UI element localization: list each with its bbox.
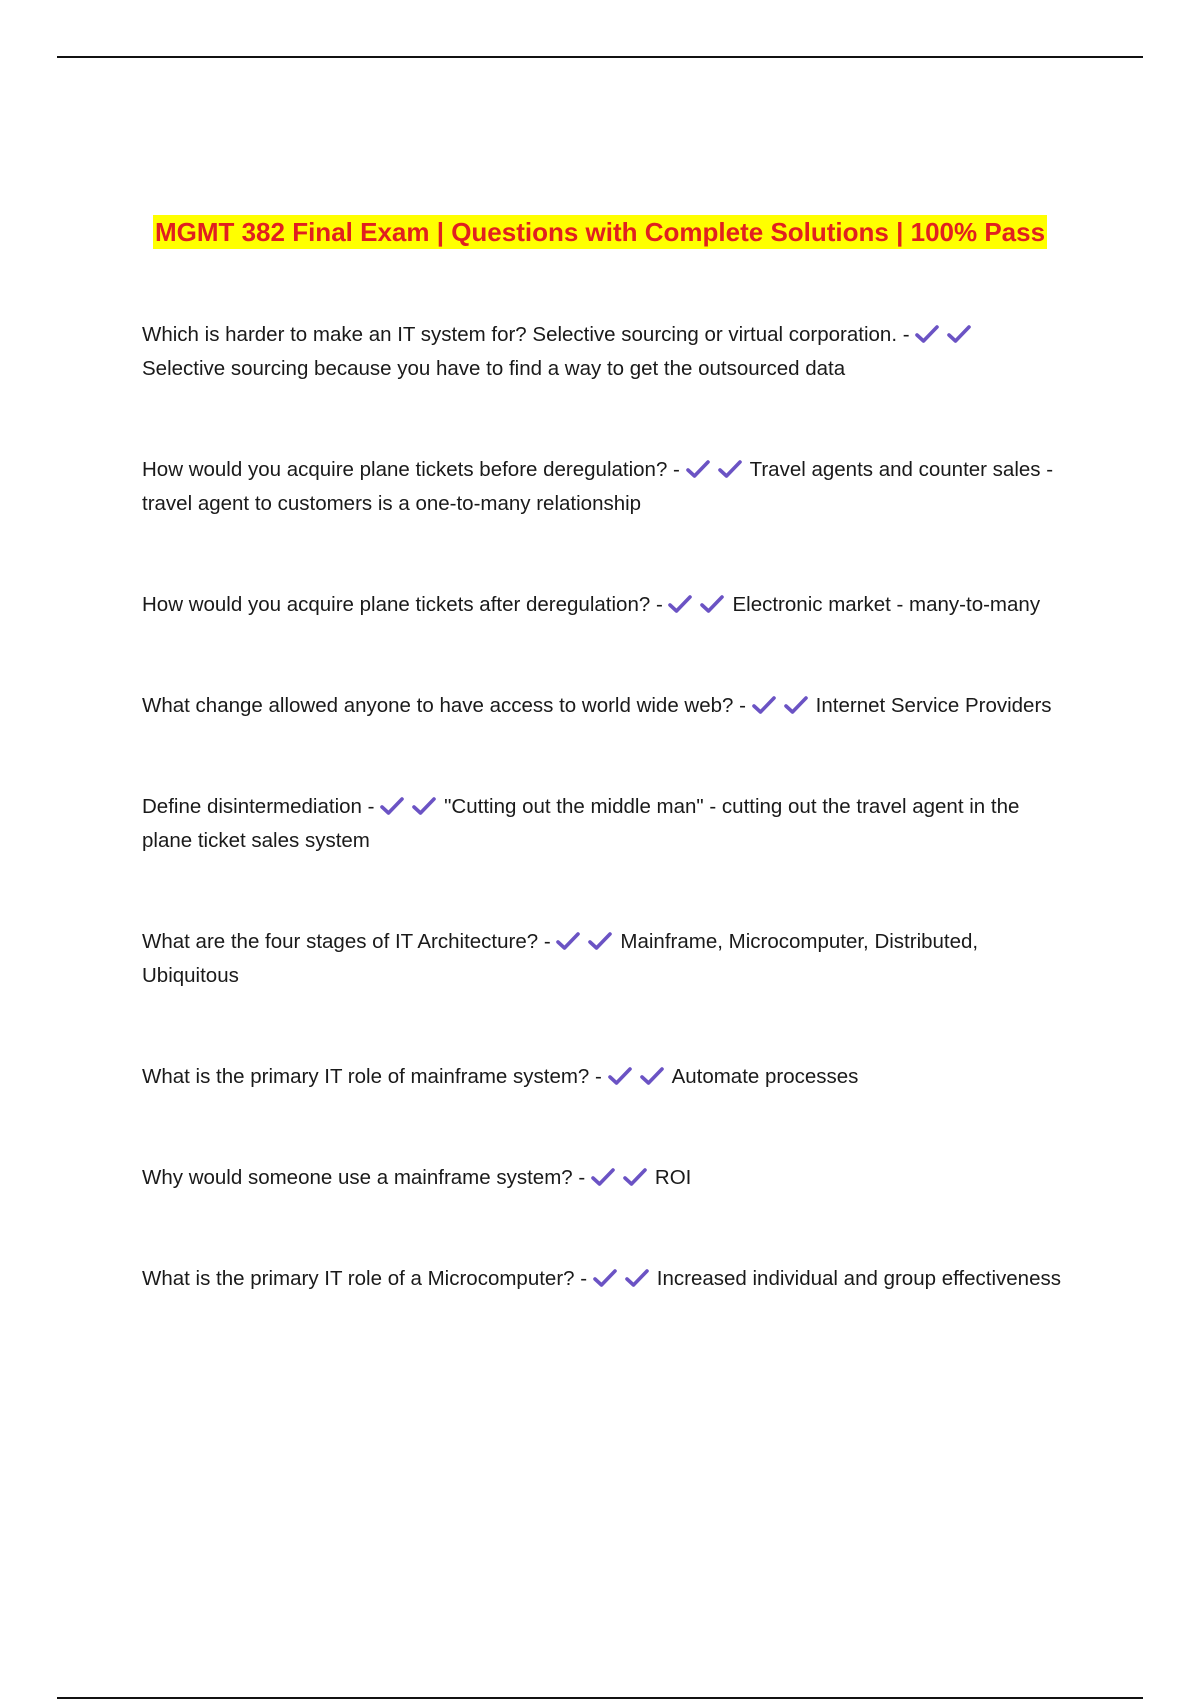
check-icon bbox=[915, 324, 941, 344]
qa-item-1 bbox=[142, 318, 1062, 386]
check-icon bbox=[686, 459, 712, 479]
answer-text: Electronic market - many-to-many bbox=[732, 593, 1041, 616]
check-icon bbox=[668, 594, 694, 614]
check-icon bbox=[700, 594, 726, 614]
check-icon bbox=[556, 931, 582, 951]
qa-item-7 bbox=[142, 1060, 1062, 1094]
question-text: How would you acquire plane tickets before deregulation? - bbox=[142, 458, 680, 481]
document-title-text: MGMT 382 Final Exam | Questions with Complete Solutions | 100% Pass bbox=[154, 217, 1046, 247]
qa-item-6 bbox=[142, 925, 1062, 993]
qa-item-8 bbox=[142, 1161, 1062, 1195]
qa-item-9 bbox=[142, 1262, 1062, 1296]
answer-text: Selective sourcing because you have to find a way to get the outsourced data bbox=[142, 357, 846, 380]
qa-item-4 bbox=[142, 689, 1062, 723]
question-text: What is the primary IT role of mainframe system? - bbox=[142, 1065, 602, 1088]
qa-item-5 bbox=[142, 790, 1062, 858]
question-text: How would you acquire plane tickets after deregulation? - bbox=[142, 593, 663, 616]
question-text: Which is harder to make an IT system for? Selective sourcing or virtual corporation. - bbox=[142, 323, 910, 346]
answer-text: Increased individual and group effectiveness bbox=[656, 1267, 1061, 1290]
check-icon bbox=[412, 796, 438, 816]
check-icon bbox=[752, 695, 778, 715]
question-text: What is the primary IT role of a Microcomputer? - bbox=[142, 1267, 588, 1290]
question-text: Why would someone use a mainframe system? - bbox=[142, 1166, 586, 1189]
check-icon bbox=[784, 695, 810, 715]
answer-text: Automate processes bbox=[671, 1065, 859, 1088]
check-icon bbox=[588, 931, 614, 951]
question-text: What change allowed anyone to have access to world wide web? - bbox=[142, 694, 746, 717]
check-icon bbox=[625, 1268, 651, 1288]
check-icon bbox=[947, 324, 973, 344]
check-icon bbox=[718, 459, 744, 479]
answer-text: Internet Service Providers bbox=[815, 694, 1052, 717]
check-icon bbox=[608, 1066, 634, 1086]
answer-text: ROI bbox=[654, 1166, 692, 1189]
document-title bbox=[140, 210, 1060, 254]
answer-text: Travel agents and counter sales - travel agent to customers is a one-to-many relationship bbox=[142, 458, 1054, 515]
bottom-rule bbox=[57, 1697, 1143, 1699]
check-icon bbox=[640, 1066, 666, 1086]
question-text: Define disintermediation - bbox=[142, 795, 375, 818]
qa-list bbox=[142, 318, 1062, 1296]
check-icon bbox=[380, 796, 406, 816]
qa-item-2 bbox=[142, 453, 1062, 521]
check-icon bbox=[593, 1268, 619, 1288]
answer-text: "Cutting out the middle man" - cutting out the travel agent in the plane ticket sales system bbox=[142, 795, 1020, 852]
question-text: What are the four stages of IT Architecture? - bbox=[142, 930, 551, 953]
answer-text: Mainframe, Microcomputer, Distributed, Ubiquitous bbox=[142, 930, 979, 987]
top-rule bbox=[57, 56, 1143, 58]
check-icon bbox=[591, 1167, 617, 1187]
qa-item-3 bbox=[142, 588, 1062, 622]
check-icon bbox=[623, 1167, 649, 1187]
